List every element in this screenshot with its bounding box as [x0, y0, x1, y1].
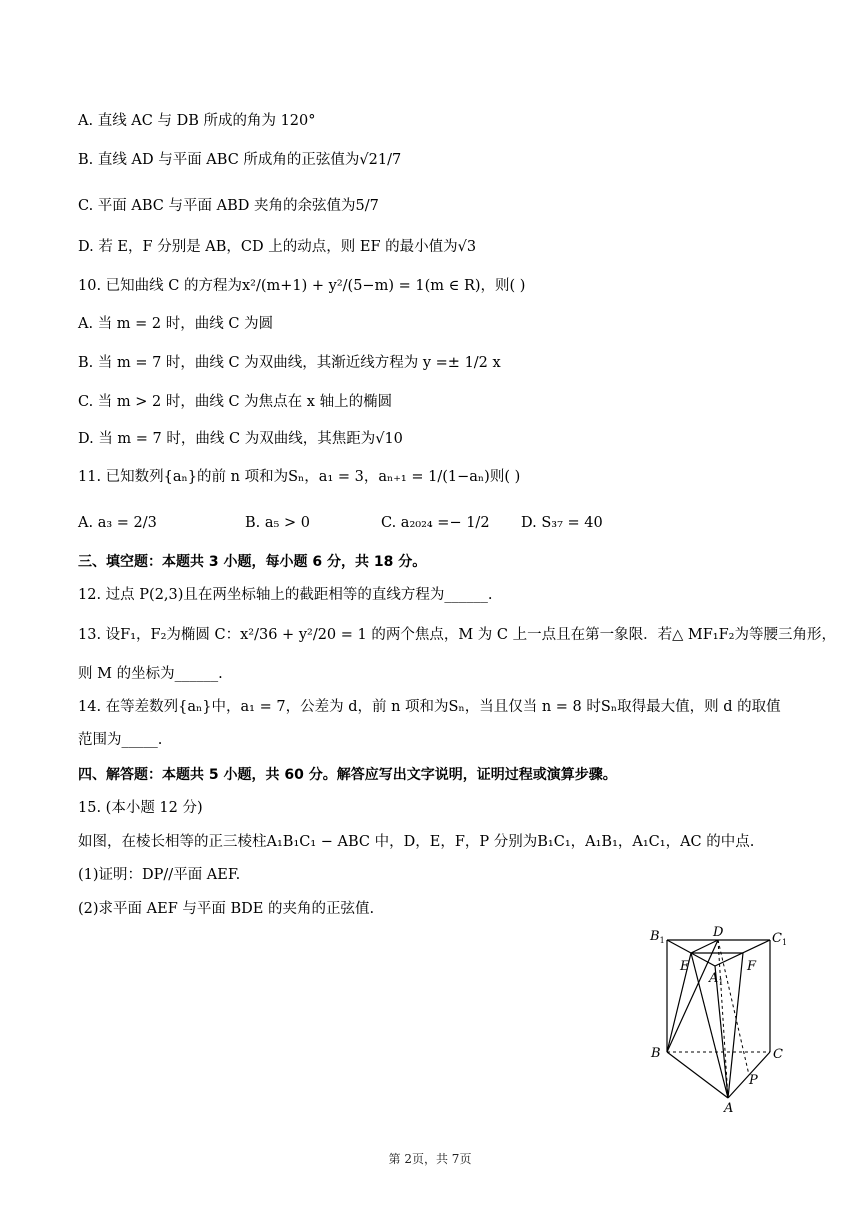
q15-stem: 如图，在棱长相等的正三棱柱A₁B₁C₁ − ABC 中，D，E，F，P 分别为B₁C₁，A₁B₁，A₁C₁，AC 的中点. [78, 834, 755, 850]
q11-option-c: C. a₂₀₂₄ =− 1/2 [381, 515, 490, 531]
prism-figure [645, 922, 795, 1112]
q13-line2: 则 M 的坐标为______. [78, 666, 223, 682]
label-a: A [724, 1101, 734, 1112]
q11-option-d: D. S₃₇ = 40 [521, 515, 603, 531]
q10-option-a: A. 当 m = 2 时，曲线 C 为圆 [78, 316, 274, 332]
label-p: P [749, 1073, 758, 1088]
label-b: B [651, 1046, 661, 1061]
q10-option-d: D. 当 m = 7 时，曲线 C 为双曲线，其焦距为√10 [78, 431, 403, 447]
label-c: C [773, 1047, 783, 1062]
label-d: D [713, 925, 724, 940]
q12: 12. 过点 P(2,3)且在两坐标轴上的截距相等的直线方程为______. [78, 587, 493, 603]
q13-line1: 13. 设F₁，F₂为椭圆 C：x²/36 + y²/20 = 1 的两个焦点，M 为 C 上一点且在第一象限．若△ MF₁F₂为等腰三角形， [78, 627, 836, 643]
label-b1: $B_1$ [650, 929, 665, 945]
q15-part1: (1)证明：DP//平面 AEF. [78, 867, 241, 883]
page-footer: 第 2页，共 7页 [388, 1152, 472, 1166]
label-e: E [680, 959, 690, 974]
label-f: F [747, 959, 757, 974]
label-a1: $A_1$ [709, 971, 724, 987]
q11-option-b: B. a₅ > 0 [245, 515, 310, 531]
q9-option-a: A. 直线 AC 与 DB 所成的角为 120° [78, 113, 316, 129]
q9-option-b: B. 直线 AD 与平面 ABC 所成角的正弦值为√21/7 [78, 152, 402, 168]
q15-title: 15. (本小题 12 分) [78, 800, 203, 816]
q14-line2: 范围为_____. [78, 732, 163, 748]
q10-option-b: B. 当 m = 7 时，曲线 C 为双曲线，其渐近线方程为 y =± 1/2 x [78, 355, 501, 371]
q11-option-a: A. a₃ = 2/3 [78, 515, 157, 531]
label-c1: $C_1$ [772, 931, 788, 947]
q9-option-c: C. 平面 ABC 与平面 ABD 夹角的余弦值为5/7 [78, 198, 379, 214]
q15-part2: (2)求平面 AEF 与平面 BDE 的夹角的正弦值. [78, 901, 375, 917]
q11-stem: 11. 已知数列{aₙ}的前 n 项和为Sₙ，a₁ = 3，aₙ₊₁ = 1/(1−aₙ)则( ) [78, 469, 521, 485]
section-solution-heading: 四、解答题：本题共 5 小题，共 60 分。解答应写出文字说明，证明过程或演算步骤。 [78, 767, 617, 783]
q14-line1: 14. 在等差数列{aₙ}中，a₁ = 7，公差为 d，前 n 项和为Sₙ，当且仅当 n = 8 时Sₙ取得最大值，则 d 的取值 [78, 699, 781, 715]
q10-option-c: C. 当 m > 2 时，曲线 C 为焦点在 x 轴上的椭圆 [78, 394, 393, 410]
q9-option-d: D. 若 E，F 分别是 AB，CD 上的动点，则 EF 的最小值为√3 [78, 239, 477, 255]
section-fill-in-heading: 三、填空题：本题共 3 小题，每小题 6 分，共 18 分。 [78, 554, 427, 570]
q10-stem: 10. 已知曲线 C 的方程为x²/(m+1) + y²/(5−m) = 1(m ∈ R)，则( ) [78, 278, 526, 294]
